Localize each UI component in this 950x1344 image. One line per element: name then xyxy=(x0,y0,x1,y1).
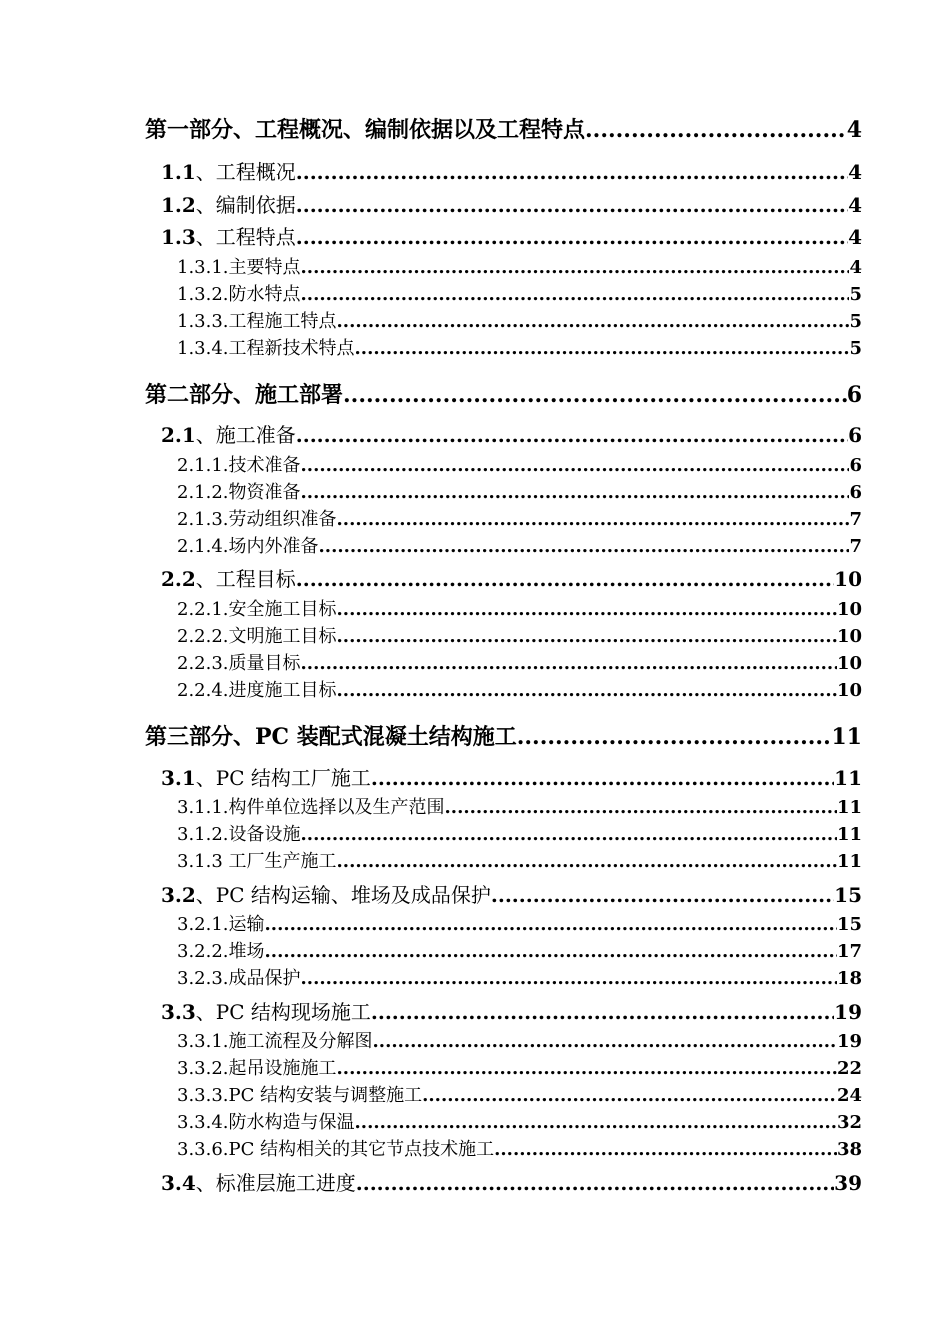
toc-entry-page: 18 xyxy=(836,968,862,989)
toc-entry-label: 、标准层施工进度 xyxy=(195,1171,356,1195)
toc-entry-2-1-4[interactable] xyxy=(177,536,862,558)
toc-entry-page: 39 xyxy=(834,1171,862,1195)
toc-entry-label: 、工程概况 xyxy=(195,160,296,184)
dot-leader xyxy=(355,338,850,360)
toc-entry-title xyxy=(161,1171,356,1195)
dot-leader xyxy=(343,382,847,408)
toc-entry-page: 4 xyxy=(848,160,862,184)
toc-entry-title xyxy=(161,160,296,184)
dot-leader xyxy=(585,117,847,143)
toc-entry-1-3-3[interactable] xyxy=(177,311,862,333)
toc-entry-3-1-2[interactable] xyxy=(177,824,862,846)
toc-entry-2-2[interactable] xyxy=(161,567,862,591)
dot-leader xyxy=(296,423,848,447)
dot-leader xyxy=(371,766,834,790)
dot-leader xyxy=(422,1085,837,1107)
toc-entry-title: 2.2.2.文明施工目标 xyxy=(177,626,337,647)
toc-entry-title: 第二部分、施工部署 xyxy=(145,382,344,408)
toc-entry-label: 、工程特点 xyxy=(195,225,296,249)
toc-entry-page: 7 xyxy=(849,536,862,557)
dot-leader xyxy=(371,1000,834,1024)
toc-entry-title xyxy=(161,193,296,217)
toc-entry-page: 10 xyxy=(836,599,862,620)
toc-entry-title: 3.1.1.构件单位选择以及生产范围 xyxy=(177,797,445,818)
toc-entry-page: 6 xyxy=(849,482,862,503)
toc-entry-page: 11 xyxy=(836,797,862,818)
dot-leader xyxy=(301,653,837,675)
toc-entry-page: 19 xyxy=(836,1031,862,1052)
toc-entry-page: 7 xyxy=(849,509,862,530)
toc-entry-3-2-1[interactable] xyxy=(177,914,862,936)
toc-entry-title: 3.1.2.设备设施 xyxy=(177,824,301,845)
toc-entry-number: 2.1 xyxy=(161,423,196,447)
toc-entry-number: 1.1 xyxy=(161,160,196,184)
dot-leader xyxy=(296,225,848,249)
toc-entry-title: 3.3.2.起吊设施施工 xyxy=(177,1058,337,1079)
toc-entry-part-2[interactable] xyxy=(145,382,862,408)
dot-leader xyxy=(337,680,837,702)
dot-leader xyxy=(337,626,837,648)
toc-entry-3-3-6[interactable] xyxy=(177,1139,862,1161)
toc-entry-1-1[interactable] xyxy=(161,160,862,184)
toc-entry-1-3-2[interactable] xyxy=(177,284,862,306)
toc-entry-title: 2.1.2.物资准备 xyxy=(177,482,301,503)
toc-entry-1-2[interactable] xyxy=(161,193,862,217)
toc-entry-title: 3.3.6.PC 结构相关的其它节点技术施工 xyxy=(177,1139,495,1160)
toc-entry-page: 22 xyxy=(836,1058,862,1079)
toc-entry-page: 19 xyxy=(834,1000,862,1024)
dot-leader xyxy=(301,968,837,990)
toc-entry-3-3-2[interactable] xyxy=(177,1058,862,1080)
toc-entry-title: 3.3.1.施工流程及分解图 xyxy=(177,1031,373,1052)
toc-entry-page: 15 xyxy=(836,914,862,935)
toc-entry-page: 4 xyxy=(849,257,862,278)
toc-entry-number: 3.3 xyxy=(161,1000,196,1024)
toc-entry-2-1[interactable] xyxy=(161,423,862,447)
toc-entry-title: 第三部分、PC 装配式混凝土结构施工 xyxy=(145,724,517,750)
dot-leader xyxy=(296,193,848,217)
dot-leader xyxy=(301,482,850,504)
toc-entry-title xyxy=(161,1000,371,1024)
toc-entry-title: 2.2.1.安全施工目标 xyxy=(177,599,337,620)
toc-entry-title: 3.3.3.PC 结构安装与调整施工 xyxy=(177,1085,423,1106)
toc-entry-title: 第一部分、工程概况、编制依据以及工程特点 xyxy=(145,117,586,143)
toc-entry-page: 11 xyxy=(834,766,862,790)
toc-entry-3-2[interactable] xyxy=(161,883,862,907)
toc-entry-label: 、工程目标 xyxy=(195,567,296,591)
toc-entry-1-3-4[interactable] xyxy=(177,338,862,360)
toc-entry-title xyxy=(161,567,296,591)
toc-entry-number: 2.2 xyxy=(161,567,196,591)
dot-leader xyxy=(373,1031,837,1053)
toc-entry-3-2-3[interactable] xyxy=(177,968,862,990)
dot-leader xyxy=(265,941,837,963)
dot-leader xyxy=(491,883,834,907)
toc-entry-3-2-2[interactable] xyxy=(177,941,862,963)
toc-entry-3-3-1[interactable] xyxy=(177,1031,862,1053)
toc-entry-page: 38 xyxy=(836,1139,862,1160)
toc-entry-page: 5 xyxy=(849,338,862,359)
toc-entry-label: 、施工准备 xyxy=(195,423,296,447)
toc-entry-title: 1.3.4.工程新技术特点 xyxy=(177,338,355,359)
toc-entry-number: 1.3 xyxy=(161,225,196,249)
dot-leader xyxy=(445,797,837,819)
toc-entry-title: 3.2.1.运输 xyxy=(177,914,265,935)
dot-leader xyxy=(301,284,850,306)
toc-entry-page: 32 xyxy=(836,1112,862,1133)
dot-leader xyxy=(517,724,832,750)
toc-entry-page: 6 xyxy=(846,382,862,408)
toc-entry-page: 10 xyxy=(836,653,862,674)
toc-entry-page: 11 xyxy=(831,724,862,750)
dot-leader xyxy=(296,160,848,184)
toc-entry-3-1[interactable] xyxy=(161,766,862,790)
toc-entry-page: 6 xyxy=(849,455,862,476)
toc-entry-title: 1.3.3.工程施工特点 xyxy=(177,311,337,332)
toc-entry-3-3-4[interactable] xyxy=(177,1112,862,1134)
toc-entry-title: 3.2.3.成品保护 xyxy=(177,968,301,989)
toc-entry-title: 2.2.4.进度施工目标 xyxy=(177,680,337,701)
toc-entry-page: 10 xyxy=(836,626,862,647)
toc-entry-3-4[interactable] xyxy=(161,1171,862,1195)
dot-leader xyxy=(301,455,850,477)
toc-entry-title: 3.3.4.防水构造与保温 xyxy=(177,1112,355,1133)
toc-entry-3-3-3[interactable] xyxy=(177,1085,862,1107)
toc-entry-2-2-2[interactable] xyxy=(177,626,862,648)
toc-entry-title: 2.1.3.劳动组织准备 xyxy=(177,509,337,530)
toc-entry-number: 3.4 xyxy=(161,1171,196,1195)
toc-entry-title: 2.1.1.技术准备 xyxy=(177,455,301,476)
toc-entry-page: 5 xyxy=(849,311,862,332)
toc-entry-page: 11 xyxy=(836,824,862,845)
toc-entry-label: 、PC 结构工厂施工 xyxy=(195,766,371,790)
toc-entry-part-3[interactable] xyxy=(145,724,862,750)
toc-entry-number: 1.2 xyxy=(161,193,196,217)
toc-entry-number: 3.1 xyxy=(161,766,196,790)
toc-entry-2-1-1[interactable] xyxy=(177,455,862,477)
toc-entry-3-3[interactable] xyxy=(161,1000,862,1024)
toc-entry-label: 、PC 结构现场施工 xyxy=(195,1000,371,1024)
toc-entry-2-2-1[interactable] xyxy=(177,599,862,621)
toc-entry-page: 24 xyxy=(836,1085,862,1106)
toc-entry-3-1-1[interactable] xyxy=(177,797,862,819)
toc-entry-title xyxy=(161,225,296,249)
toc-entry-page: 6 xyxy=(848,423,862,447)
toc-entry-number: 3.2 xyxy=(161,883,196,907)
toc-entry-title: 2.1.4.场内外准备 xyxy=(177,536,319,557)
dot-leader xyxy=(296,567,834,591)
toc-entry-page: 4 xyxy=(846,117,862,143)
toc-entry-label: 、编制依据 xyxy=(195,193,296,217)
toc-entry-page: 15 xyxy=(834,883,862,907)
toc-entry-title: 3.1.3 工厂生产施工 xyxy=(177,851,337,872)
toc-entry-page: 4 xyxy=(848,225,862,249)
toc-entry-page: 11 xyxy=(836,851,862,872)
toc-entry-title xyxy=(161,766,371,790)
toc-entry-title: 3.2.2.堆场 xyxy=(177,941,265,962)
dot-leader xyxy=(494,1139,837,1161)
toc-entry-title: 1.3.2.防水特点 xyxy=(177,284,301,305)
toc-entry-2-2-4[interactable] xyxy=(177,680,862,702)
dot-leader xyxy=(337,311,850,333)
dot-leader xyxy=(355,1112,837,1134)
toc-entry-part-1[interactable] xyxy=(145,117,862,143)
toc-entry-1-3-1[interactable] xyxy=(177,257,862,279)
toc-entry-title xyxy=(161,423,296,447)
dot-leader xyxy=(319,536,850,558)
toc-entry-title: 2.2.3.质量目标 xyxy=(177,653,301,674)
toc-entry-2-1-3[interactable] xyxy=(177,509,862,531)
dot-leader xyxy=(301,257,850,279)
toc-entry-label: 、PC 结构运输、堆场及成品保护 xyxy=(195,883,491,907)
toc-entry-page: 10 xyxy=(834,567,862,591)
toc-entry-title xyxy=(161,883,491,907)
dot-leader xyxy=(265,914,837,936)
toc-entry-title: 1.3.1.主要特点 xyxy=(177,257,301,278)
toc-entry-page: 5 xyxy=(849,284,862,305)
toc-entry-page: 4 xyxy=(848,193,862,217)
dot-leader xyxy=(337,851,837,873)
toc-entry-2-2-3[interactable] xyxy=(177,653,862,675)
toc-entry-2-1-2[interactable] xyxy=(177,482,862,504)
dot-leader xyxy=(337,1058,837,1080)
toc-entry-1-3[interactable] xyxy=(161,225,862,249)
toc-entry-page: 17 xyxy=(836,941,862,962)
dot-leader xyxy=(337,509,850,531)
toc-entry-page: 10 xyxy=(836,680,862,701)
dot-leader xyxy=(356,1171,834,1195)
dot-leader xyxy=(301,824,837,846)
dot-leader xyxy=(337,599,837,621)
toc-entry-3-1-3[interactable] xyxy=(177,851,862,873)
